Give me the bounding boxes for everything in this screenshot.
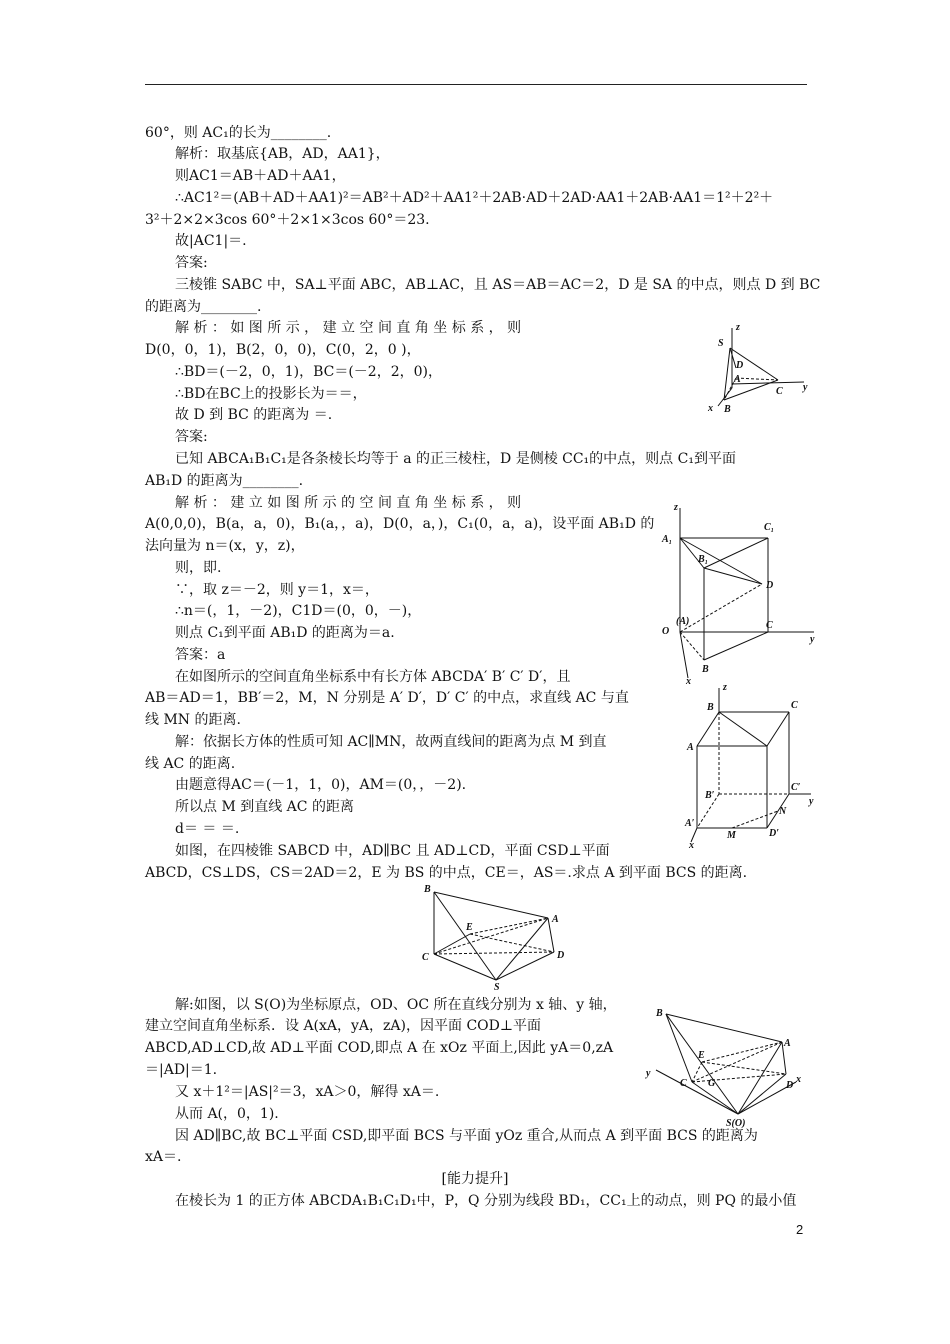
fig-label: B [702, 664, 709, 675]
fig-label: N [779, 806, 787, 817]
text-line: 故|AC1|＝. [175, 233, 247, 249]
text-line: ABCD，CS⊥DS，CS＝2AD＝2，E 为 BS 的中点，CE＝，AS＝.求点 A 到平面 BCS 的距离. [145, 865, 748, 881]
fig-label: y [803, 382, 808, 393]
text-line: 建立空间直角坐标系．设 A(xA，yA，zA)，因平面 COD⊥平面 [145, 1018, 542, 1034]
text-line: 如图，在四棱锥 SABCD 中，AD∥BC 且 AD⊥CD，平面 CSD⊥平面 [175, 843, 610, 859]
fig-label: S(O) [726, 1118, 746, 1128]
fig-label: C [776, 386, 783, 397]
text-line: 又 x＋1²＝|AS|²＝3，xA＞0，解得 xA＝. [175, 1084, 440, 1100]
fig-label: C [422, 952, 429, 963]
text-line: 则，即. [175, 560, 222, 576]
text-line: d＝ ＝ ＝. [175, 821, 240, 837]
fig-label: z [723, 682, 727, 693]
text-line: 从而 A(，0，1). [175, 1106, 279, 1122]
text-line: 解 析 ： 建 立 如 图 所 示 的 空 间 直 角 坐 标 系 ， 则 [175, 495, 522, 511]
text-line: ∴n＝(，1，－2)，C1D＝(0，0，－)， [175, 603, 422, 619]
fig-label: B [424, 884, 431, 895]
text-line: 60°，则 AC₁的长为________. [145, 125, 332, 141]
fig-label: S [718, 338, 724, 349]
fig-label: x [686, 676, 691, 684]
text-line: AB₁D 的距离为________. [145, 473, 304, 489]
fig-label: C [791, 700, 798, 711]
figure-prism [658, 500, 820, 684]
text-line: xA＝. [145, 1149, 182, 1165]
text-line: 三棱锥 SABC 中，SA⊥平面 ABC，AB⊥AC，且 AS＝AB＝AC＝2，D 是 SA 的中点，则点 D 到 BC [175, 277, 821, 293]
text-line: 答案：a [175, 647, 226, 663]
fig-label: z [736, 322, 740, 333]
text-line: 解析：取基底{AB，AD，AA1}， [175, 146, 390, 162]
fig-label: A [687, 742, 694, 753]
text-line: ∴BD在BC上的投影长为＝＝， [175, 386, 367, 402]
fig-label: y [646, 1068, 651, 1079]
fig-label: B [707, 702, 714, 713]
fig-label: A [784, 1038, 791, 1049]
fig-label: C′ [791, 782, 801, 793]
fig-label: D [557, 950, 565, 961]
fig-label: x [796, 1074, 801, 1085]
fig-label: D′ [769, 828, 780, 839]
fig-label: B [656, 1008, 663, 1019]
fig-label: y [810, 634, 815, 645]
fig-label: M [727, 830, 736, 841]
fig-label: y [809, 796, 814, 807]
fig-label: D [766, 580, 774, 591]
text-line: 3²＋2×2×3cos 60°＋2×1×3cos 60°＝23. [145, 212, 430, 228]
figure-pyramid [416, 882, 566, 992]
text-line: AB＝AD＝1，BB′＝2，M，N 分别是 A′ D′，D′ C′ 的中点，求直线 AC 与直 [145, 690, 629, 706]
fig-label: A [734, 374, 741, 385]
figure-pyramid-coords [642, 1002, 808, 1128]
text-line: 在如图所示的空间直角坐标系中有长方体 ABCDA′ B′ C′ D′，且 [175, 669, 571, 685]
text-line: 则点 C₁到平面 AB₁D 的距离为＝a. [175, 625, 395, 641]
text-line: 线 MN 的距离. [145, 712, 241, 728]
fig-label: (A) [676, 616, 690, 627]
text-line: D(0，0，1)，B(2，0，0)，C(0，2，0 )， [145, 342, 421, 358]
fig-label: x [689, 840, 694, 850]
fig-label: O [662, 626, 670, 637]
text-line: 解:如图，以 S(O)为坐标原点，OD、OC 所在直线分别为 x 轴、y 轴， [175, 997, 617, 1013]
section-heading: [能力提升] [441, 1171, 509, 1187]
page-number: 2 [796, 1222, 804, 1237]
text-line: 答案: [175, 429, 208, 445]
text-line: 则AC1＝AB＋AD＋AA1， [175, 168, 346, 184]
fig-label: D [786, 1080, 794, 1091]
fig-label: x [708, 403, 713, 414]
text-line: 答案: [175, 255, 208, 271]
text-line: 解 析 ： 如 图 所 示 ， 建 立 空 间 直 角 坐 标 系 ， 则 [175, 320, 522, 336]
text-line: ∴AC1²＝(AB＋AD＋AA1)²＝AB²＋AD²＋AA1²＋2AB·AD＋2AD·AA1＋2AB·AA1＝1²＋2²＋ [175, 190, 774, 206]
text-line: 法向量为 n＝(x，y，z)， [145, 538, 305, 554]
fig-label: B₁ [698, 554, 709, 565]
figure-cuboid [683, 680, 819, 850]
fig-label: C [680, 1078, 687, 1089]
text-line: 在棱长为 1 的正方体 ABCDA₁B₁C₁D₁中，P，Q 分别为线段 BD₁，CC₁上的动点，则 PQ 的最小值 [175, 1193, 797, 1209]
fig-label: C₁ [764, 522, 775, 533]
text-line: ABCD,AD⊥CD,故 AD⊥平面 COD,即点 A 在 xOz 平面上,因此 yA＝0,zA [145, 1040, 614, 1056]
fig-label: G [708, 1078, 716, 1089]
text-line: ∴BD＝(－2，0，1)，BC＝(－2，2，0)， [175, 364, 442, 380]
text-line: ＝|AD|＝1. [145, 1062, 218, 1078]
header-rule [145, 84, 807, 85]
fig-label: z [674, 502, 678, 513]
text-line: 解：依据长方体的性质可知 AC∥MN，故两直线间的距离为点 M 到直 [175, 734, 607, 750]
text-line: 由题意得AC＝(－1，1，0)，AM＝(0，，－2). [175, 777, 467, 793]
fig-label: S [494, 982, 500, 992]
fig-label: B [724, 404, 731, 415]
text-line: 线 AC 的距离. [145, 756, 236, 772]
text-line: 的距离为________. [145, 299, 262, 315]
text-line: A(0,0,0)，B(a，a，0)，B₁(a，，a)，D(0，a，)，C₁(0，a，a)，设平面 AB₁D 的 [145, 516, 655, 532]
text-line: 因 AD∥BC,故 BC⊥平面 CSD,即平面 BCS 与平面 yOz 重合,从而点 A 到平面 BCS 的距离为 [175, 1128, 758, 1144]
figure-tetrahedron [706, 318, 814, 416]
fig-label: C [766, 620, 773, 631]
fig-label: A₁ [662, 534, 673, 545]
fig-label: A′ [685, 818, 695, 829]
fig-label: D [736, 360, 744, 371]
fig-label: A [552, 914, 559, 925]
fig-label: E [698, 1050, 705, 1061]
text-line: 故 D 到 BC 的距离为 ＝. [175, 407, 333, 423]
fig-label: E [466, 922, 473, 933]
fig-label: B′ [705, 790, 715, 801]
text-line: 已知 ABCA₁B₁C₁是各条棱长均等于 a 的正三棱柱，D 是侧棱 CC₁的中点，则点 C₁到平面 [175, 451, 736, 467]
text-line: ∵，取 z＝－2，则 y＝1，x＝， [175, 582, 379, 598]
text-line: 所以点 M 到直线 AC 的距离 [175, 799, 354, 815]
